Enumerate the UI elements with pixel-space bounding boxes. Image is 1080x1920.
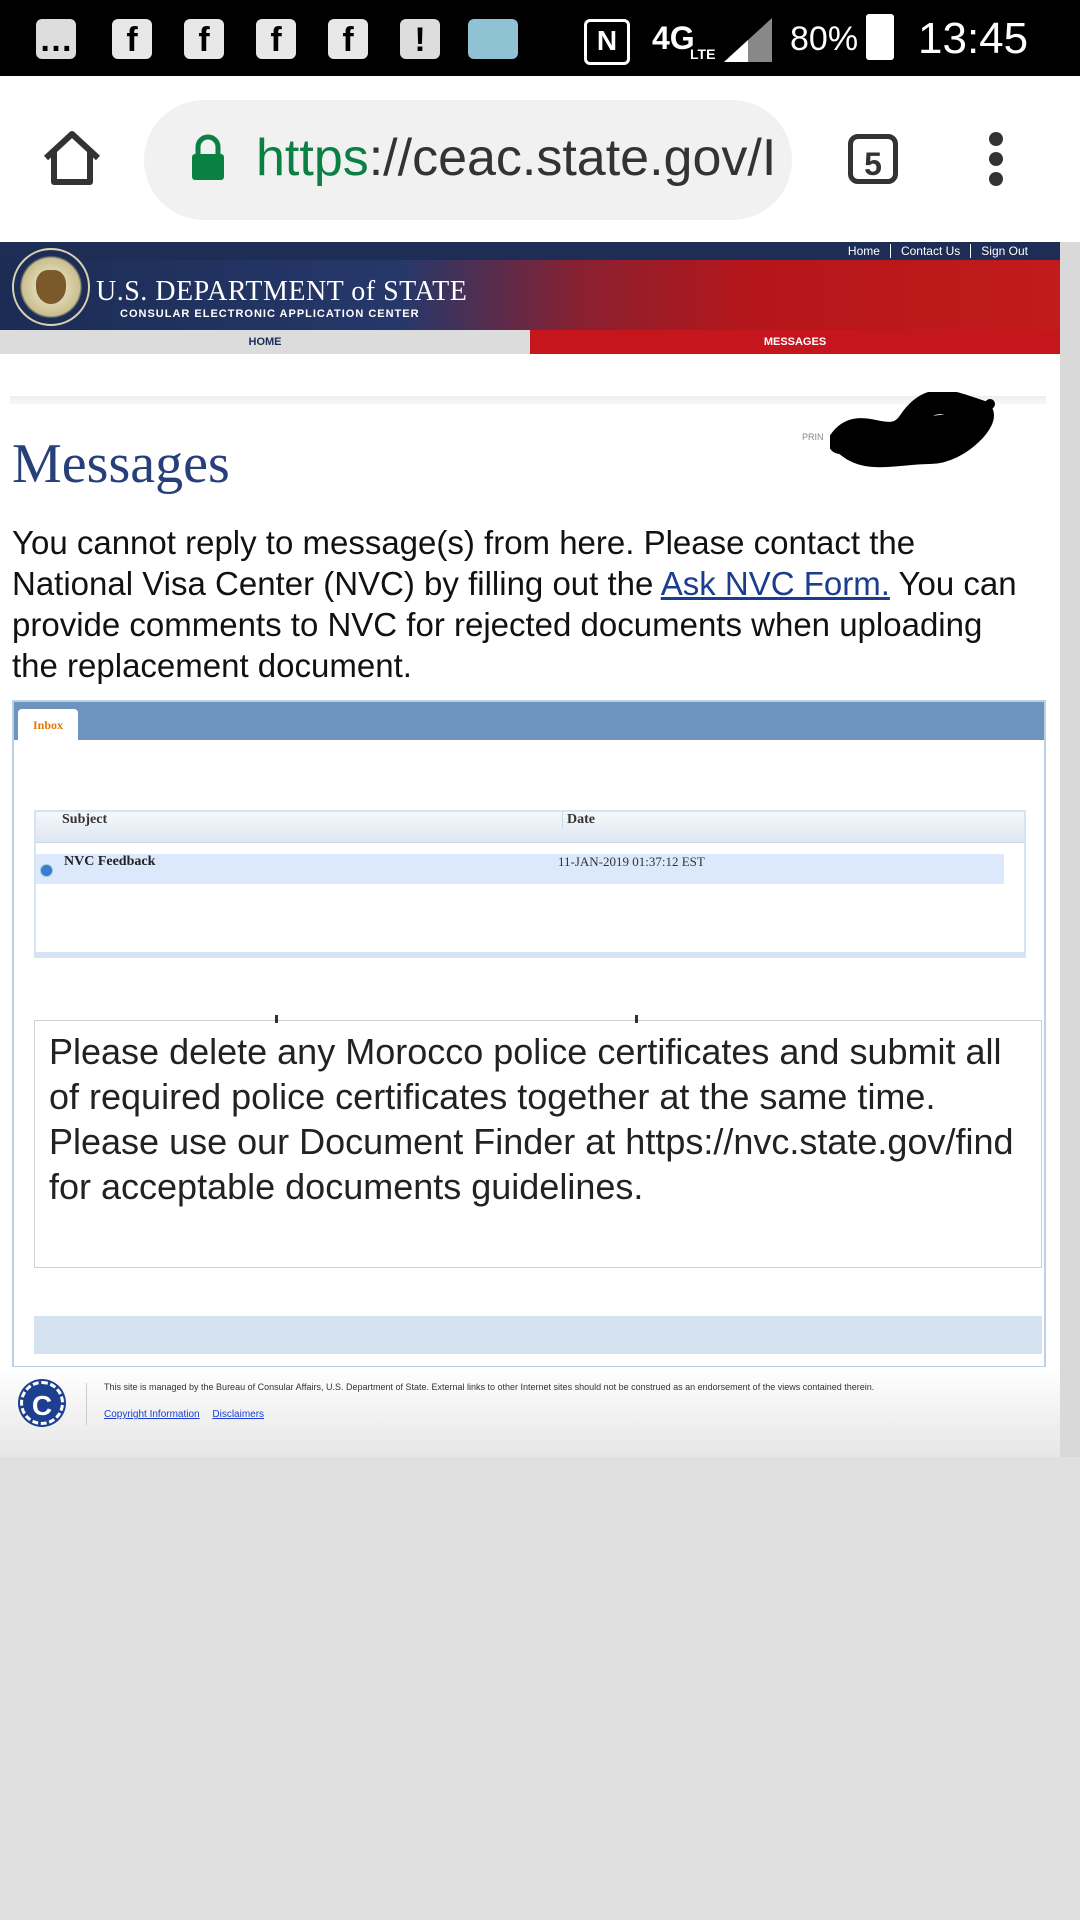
consular-affairs-logo: C xyxy=(20,1381,64,1425)
footer-links xyxy=(104,1409,274,1420)
facebook-icon: f xyxy=(112,19,152,59)
top-link-contact[interactable]: Contact Us xyxy=(890,244,970,258)
network-subtype: LTE xyxy=(690,46,716,62)
column-header-date[interactable]: Date xyxy=(562,812,595,828)
state-department-seal xyxy=(12,248,90,326)
web-page xyxy=(0,242,1060,1457)
row-subject: NVC Feedback xyxy=(64,854,156,869)
tab-inbox[interactable]: Inbox xyxy=(18,709,78,741)
table-row[interactable] xyxy=(36,854,1004,884)
battery-icon xyxy=(866,14,894,60)
overflow-menu-icon[interactable] xyxy=(986,132,1006,188)
lock-icon xyxy=(190,134,226,182)
redaction-scribble xyxy=(830,392,1000,472)
main-nav xyxy=(0,330,1060,354)
message-body xyxy=(34,1020,1042,1268)
department-title: U.S. DEPARTMENT of STATE xyxy=(96,276,468,307)
facebook-icon: f xyxy=(184,19,224,59)
notice-part-1: You cannot reply to message(s) from here. Please contact the National Visa Center (NVC) by filling out the xyxy=(12,524,916,602)
nav-messages[interactable]: MESSAGES xyxy=(530,330,1060,354)
notice-text xyxy=(12,522,1032,686)
facebook-icon: f xyxy=(256,19,296,59)
browser-toolbar xyxy=(0,76,1080,242)
chat-icon: … xyxy=(36,19,76,59)
url-rest: ://ceac.state.gov/I xyxy=(368,129,777,187)
department-subtitle: CONSULAR ELECTRONIC APPLICATION CENTER xyxy=(120,308,420,320)
alert-icon: ! xyxy=(400,19,440,59)
home-icon[interactable] xyxy=(40,126,104,190)
unread-indicator-icon xyxy=(40,864,53,877)
status-bar xyxy=(0,0,1080,76)
message-text: Please delete any Morocco police certificates and submit all of required police certificates together at the same time. Please use our Document Finder at https://nvc.state.gov/find for acceptable documents guidelines. xyxy=(49,1031,1014,1207)
copyright-link[interactable]: Copyright Information xyxy=(104,1409,200,1420)
address-bar[interactable] xyxy=(144,100,792,220)
battery-percent: 80% xyxy=(790,20,859,58)
page-title: Messages xyxy=(12,433,230,495)
ask-nvc-form-link[interactable]: Ask NVC Form. xyxy=(660,565,890,602)
page-edge xyxy=(1060,242,1080,1457)
url-scheme: https xyxy=(256,129,369,187)
top-link-signout[interactable]: Sign Out xyxy=(970,244,1038,258)
tab-switcher-button[interactable]: 5 xyxy=(848,134,898,184)
url-text xyxy=(256,128,776,188)
top-links xyxy=(838,244,1038,258)
network-type: 4G xyxy=(652,20,695,56)
row-date: 11-JAN-2019 01:37:12 EST xyxy=(558,854,705,869)
notice-part-2: You can provide comments to NVC for rejected documents when uploading the replacement document. xyxy=(12,565,1017,684)
column-header-subject[interactable]: Subject xyxy=(62,812,108,827)
site-footer xyxy=(0,1367,1060,1457)
messages-panel xyxy=(12,700,1046,1368)
panel-footer-bar xyxy=(34,1316,1042,1354)
panel-header xyxy=(14,702,1044,740)
table-header xyxy=(36,812,1024,843)
print-link[interactable]: PRIN xyxy=(802,432,824,442)
clock: 13:45 xyxy=(918,14,1029,63)
nav-home[interactable]: HOME xyxy=(0,330,530,354)
footer-disclaimer: This site is managed by the Bureau of Consular Affairs, U.S. Department of State. External links to other Internet sites should not be construed as an endorsement of the views contained therein. xyxy=(104,1382,875,1392)
top-link-home[interactable]: Home xyxy=(847,244,880,258)
app-icon xyxy=(468,19,518,59)
site-banner xyxy=(0,242,1060,330)
facebook-icon: f xyxy=(328,19,368,59)
messages-table xyxy=(34,810,1026,958)
disclaimers-link[interactable]: Disclaimers xyxy=(212,1409,265,1420)
signal-icon xyxy=(724,18,772,62)
nfc-icon: N xyxy=(584,19,630,65)
